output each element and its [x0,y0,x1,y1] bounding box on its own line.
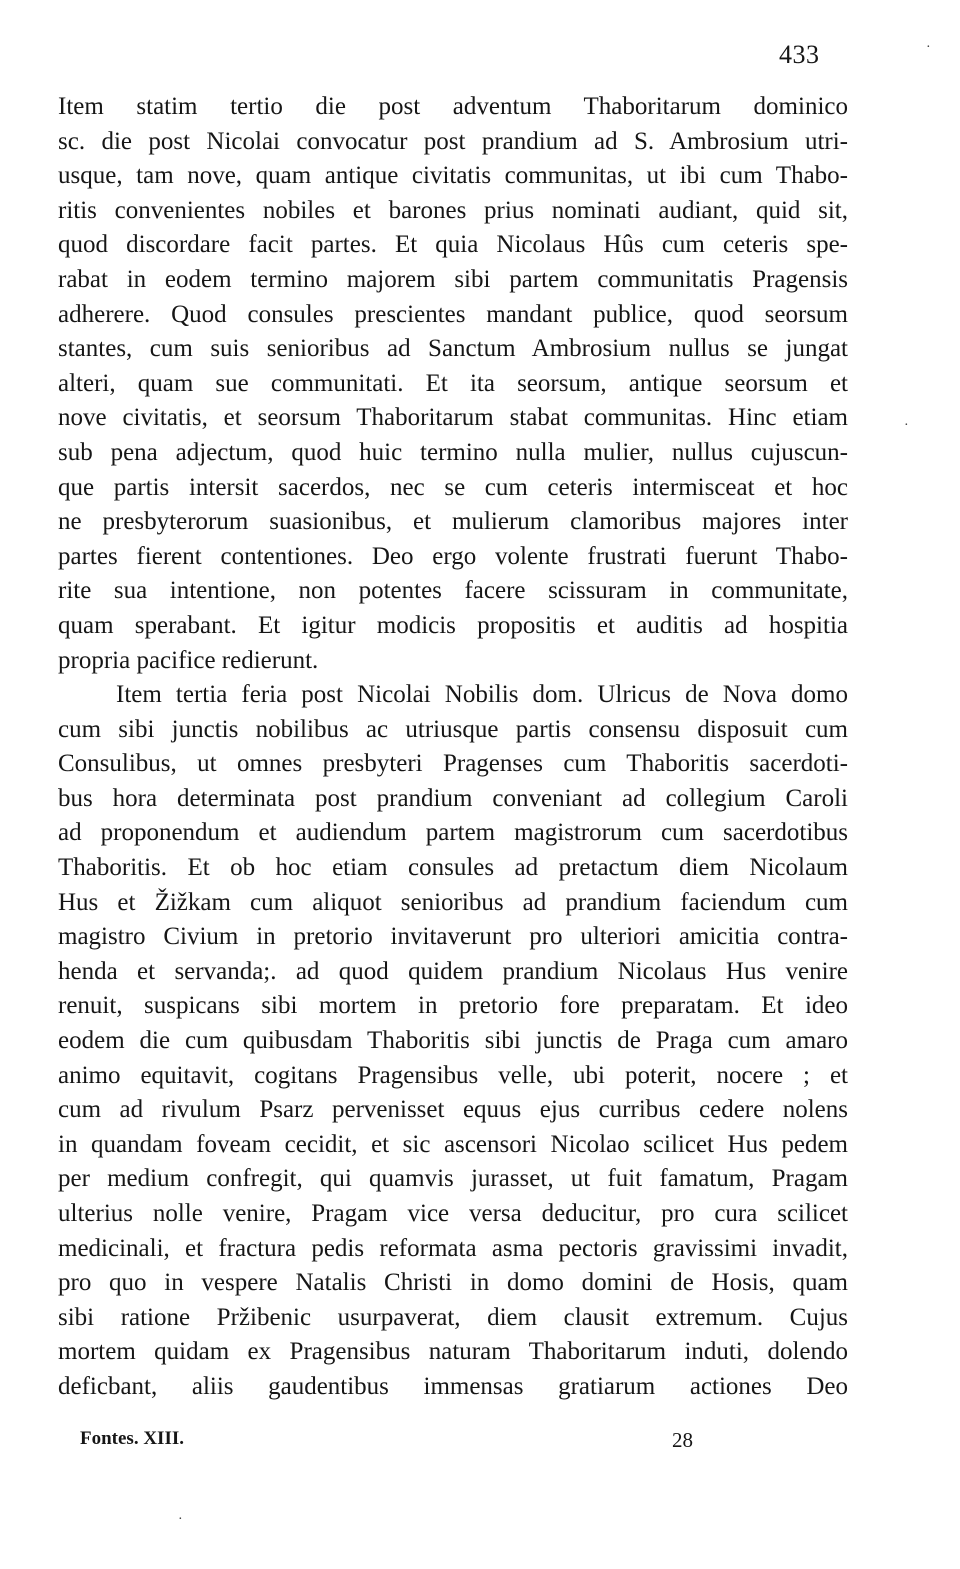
text-line: deficbant, aliis gaudentibus immensas gratiarum actiones Deo [58,1372,848,1400]
text-line: stantes, cum suis senioribus ad Sanctum Ambrosium nullus se jungat [58,335,848,363]
text-line: Consulibus, ut omnes presbyteri Pragenses cum Thaboritis sacerdoti- [58,750,848,778]
body-text [58,90,848,1405]
text-line: rite sua intentione, non potentes facere scissuram in communitate, [58,577,848,605]
text-line: animo equitavit, cogitans Pragensibus velle, ubi poterit, nocere ; et [58,1061,848,1089]
text-line: que partis intersit sacerdos, nec se cum ceteris intermisceat et hoc [58,473,848,501]
text-line: Hus et Žižkam cum aliquot senioribus ad prandium faciendum cum [58,888,848,916]
text-line: eodem die cum quibusdam Thaboritis sibi junctis de Praga cum amaro [58,1027,848,1055]
paragraph-end-line: propria pacifice redierunt. [58,646,319,674]
text-line: per medium confregit, qui quamvis jurasset, ut fuit famatum, Pragam [58,1165,848,1193]
text-line: cum ad rivulum Psarz pervenisset equus ejus curribus cedere nolens [58,1096,848,1124]
text-line: Thaboritis. Et ob hoc etiam consules ad pretactum diem Nicolaum [58,854,848,882]
text-line: in quandam foveam cecidit, et sic ascensori Nicolao scilicet Hus pedem [58,1130,848,1158]
speck: · [178,1512,183,1527]
text-line: mortem quidam ex Pragensibus naturam Thaboritarum induti, dolendo [58,1338,848,1366]
text-line: henda et servanda;. ad quod quidem prandium Nicolaus Hus venire [58,957,848,985]
text-line: partes fierent contentiones. Deo ergo volente frustrati fuerunt Thabo- [58,542,848,570]
text-line: alteri, quam sue communitati. Et ita seorsum, antique seorsum et [58,369,848,397]
text-line: adherere. Quod consules prescientes mandant publice, quod seorsum [58,300,848,328]
text-line: quod discordare facit partes. Et quia Nicolaus Hûs cum ceteris spe- [58,231,848,259]
paragraph-start-line: Item tertia feria post Nicolai Nobilis dom. Ulricus de Nova domo [116,681,848,709]
text-line: nove civitatis, et seorsum Thaboritarum stabat communitas. Hinc etiam [58,404,848,432]
text-line: ulterius nolle venire, Pragam vice versa deducitur, pro cura scilicet [58,1200,848,1227]
text-line: bus hora determinata post prandium conveniant ad collegium Caroli [58,784,848,812]
text-line: cum sibi junctis nobilibus ac utriusque partis consensu disposuit cum [58,715,848,743]
speck: · [904,418,909,433]
text-line: usque, tam nove, quam antique civitatis communitas, ut ibi cum Thabo- [58,162,848,190]
text-line: quam sperabant. Et igitur modicis propositis et auditis ad hospitia [58,611,848,639]
signature-mark: Fontes. XIII. [80,1428,184,1449]
text-line: sc. die post Nicolai convocatur post prandium ad S. Ambrosium utri- [58,127,848,155]
speck: · [926,40,931,55]
text-line: sub pena adjectum, quod huic termino nulla mulier, nullus cujuscun- [58,438,848,466]
text-line: medicinali, et fractura pedis reformata asma pectoris gravissimi invadit, [58,1234,848,1262]
text-line: pro quo in vespere Natalis Christi in domo domini de Hosis, quam [58,1269,848,1297]
text-line: Item statim tertio die post adventum Thaboritarum dominico [58,93,848,120]
text-line: renuit, suspicans sibi mortem in pretorio fore preparatam. Et ideo [58,992,848,1020]
text-line: rabat in eodem termino majorem sibi partem communitatis Pragensis [58,265,848,293]
page-number: 433 [779,40,820,69]
text-line: ne presbyterorum suasionibus, et mulierum clamoribus majores inter [58,508,848,536]
sheet-number: 28 [672,1428,693,1452]
text-line: ritis convenientes nobiles et barones prius nominati audiant, quid sit, [58,196,848,224]
text-line: sibi ratione Pržibenic usurpaverat, diem clausit extremum. Cujus [58,1303,848,1331]
text-line: ad proponendum et audiendum partem magistrorum cum sacerdotibus [58,819,848,847]
text-line: magistro Civium in pretorio invitaverunt pro ulteriori amicitia contra- [58,923,848,951]
